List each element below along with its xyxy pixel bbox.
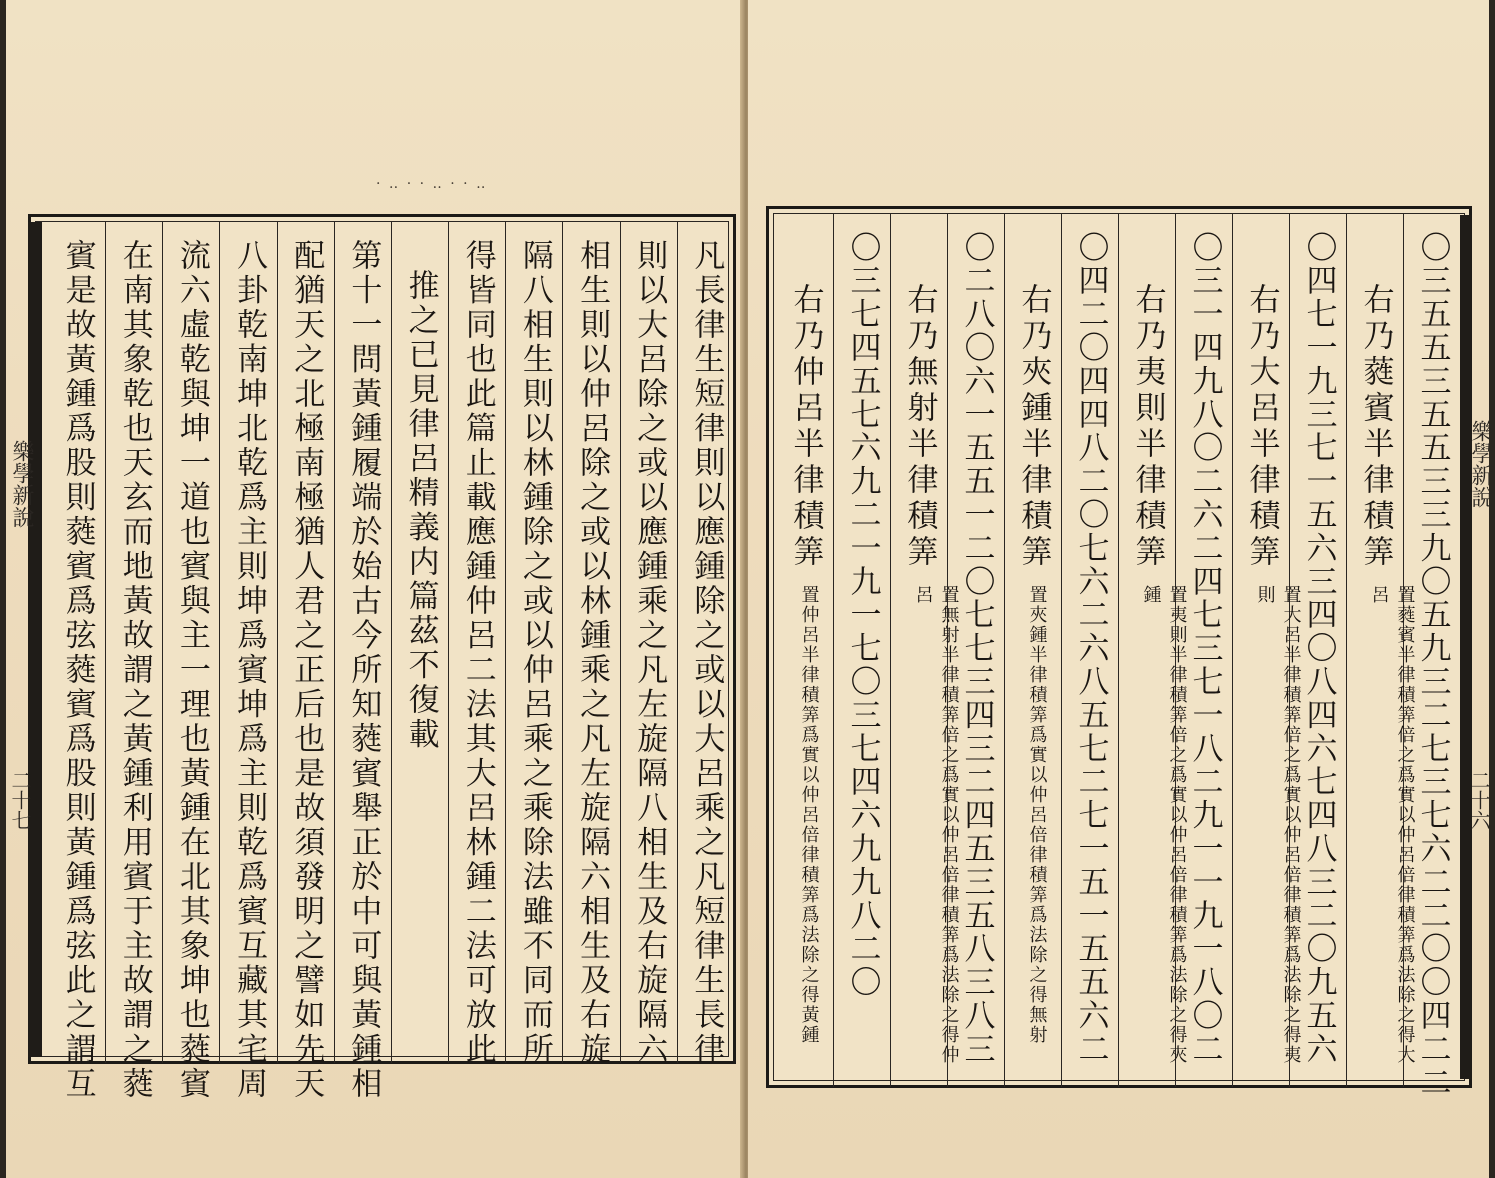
label-column: [1233, 213, 1302, 1087]
left-text-frame: [28, 214, 736, 1102]
column-main-text: 右乃大呂半律積筭: [1243, 283, 1280, 571]
column-main-text: 〇二八〇六一五五一二〇七七三四三二四五三五八三八三: [958, 231, 995, 1066]
column-main-text: 〇三五五三五五三三九〇五九三二七三七六二二〇〇四二二: [1414, 231, 1451, 1100]
column-main-text: 〇四二〇四四八二〇七六二六八五七二七一五一五五六二: [1072, 231, 1109, 1066]
column-main-text: 〇三一四九八〇二六二四七三七一八二九一一九一八〇二: [1186, 231, 1223, 1066]
text-column: [449, 221, 506, 1067]
right-text-frame: [766, 206, 1472, 1100]
text-column: [621, 221, 678, 1067]
text-column: [221, 221, 278, 1102]
column-text: 八卦乾南坤北乾爲主則坤爲賓坤爲主則乾爲賓互藏其宅周: [231, 239, 268, 1102]
text-column: [392, 221, 449, 1063]
column-main-text: 右乃蕤賓半律積筭: [1357, 283, 1394, 571]
label-column: [1347, 213, 1416, 1087]
column-annotation: 置無射半律積筭倍之爲實以仲呂倍律積筭爲法除之得仲呂: [912, 585, 960, 1065]
text-column: [278, 221, 335, 1102]
text-column: [163, 221, 220, 1102]
text-column: [335, 221, 392, 1102]
column-text: 凡長律生短律則以應鍾除之或以大呂乘之凡短律生長律: [688, 239, 725, 1067]
column-text: 賓是故黃鍾爲股則蕤賓爲弦蕤賓爲股則黃鍾爲弦此之謂互: [59, 239, 96, 1102]
column-text: 則以大呂除之或以應鍾乘之凡左旋隔八相生及右旋隔六: [631, 239, 668, 1067]
column-main-text: 右乃夾鍾半律積筭: [1015, 283, 1052, 571]
left-columns: [35, 221, 735, 1102]
column-main-text: 右乃無射半律積筭: [901, 283, 938, 571]
column-main-text: 右乃仲呂半律積筭: [787, 283, 824, 571]
fold-title-right: 樂學新說: [1468, 420, 1493, 508]
column-text: 第十一問黃鍾履端於始古今所知蕤賓舉正於中可與黃鍾相: [345, 239, 382, 1102]
ink-specks: · ‥ · · ‥ · · ‥: [376, 176, 488, 192]
column-main-text: 右乃夷則半律積筭: [1129, 283, 1166, 571]
column-text: 流六虛乾與坤一道也賓與主一理也黃鍾在北其象坤也蕤賓: [173, 239, 210, 1102]
fold-leaf-number: 二十七: [8, 770, 32, 830]
right-page: [748, 0, 1493, 1178]
label-column: [1005, 213, 1062, 1087]
column-text: 隔八相生則以林鍾除之或以仲呂乘之乘除法雖不同而所: [516, 239, 553, 1067]
text-column: [564, 221, 621, 1067]
column-main-text: 〇三七四五七六九二一九一七〇三七四六九九八二〇: [844, 231, 881, 1000]
fold-edge: [28, 222, 42, 1057]
column-main-text: 〇四七一九三七一五六三四〇八四六七四八三二〇九五六: [1300, 231, 1337, 1066]
text-column: [106, 221, 163, 1102]
fold-title: 樂學新說: [9, 440, 34, 528]
text-column: [506, 221, 563, 1067]
text-column: [49, 221, 106, 1102]
column-text: 推之已見律呂精義内篇茲不復載: [402, 269, 439, 752]
column-annotation: 置夾鍾半律積筭爲實以仲呂倍律積筭爲法除之得無射: [1026, 585, 1048, 1045]
label-column: [891, 213, 960, 1087]
label-column: [1119, 213, 1188, 1087]
fold-leaf-number-right: 二十六: [1467, 770, 1491, 830]
number-column: [1062, 213, 1119, 1087]
right-columns: [773, 213, 1457, 1100]
column-annotation: 置蕤賓半律積筭倍之爲實以仲呂倍律積筭爲法除之得大呂: [1368, 585, 1416, 1065]
label-column: [777, 213, 834, 1087]
left-page: [6, 0, 744, 1178]
fold-edge-right: [1460, 215, 1472, 1079]
column-annotation: 置仲呂半律積筭爲實以仲呂倍律積筭爲法除之得黃鍾: [798, 585, 820, 1045]
column-annotation: 置大呂半律積筭倍之爲實以仲呂倍律積筭爲法除之得夷則: [1254, 585, 1302, 1065]
column-text: 在南其象乾也天玄而地黃故謂之黃鍾利用賓于主故謂之蕤: [116, 239, 153, 1102]
column-text: 配猶天之北極南極猶人君之正后也是故須發明之譬如先天: [288, 239, 325, 1102]
column-annotation: 置夷則半律積筭倍之爲實以仲呂倍律積筭爲法除之得夾鍾: [1140, 585, 1188, 1065]
text-column: [678, 221, 735, 1067]
number-column: [834, 213, 891, 1087]
column-text: 相生則以仲呂除之或以林鍾乘之凡左旋隔六相生及右旋: [574, 239, 611, 1067]
column-text: 得皆同也此篇止載應鍾仲呂二法其大呂林鍾二法可放此: [459, 239, 496, 1067]
